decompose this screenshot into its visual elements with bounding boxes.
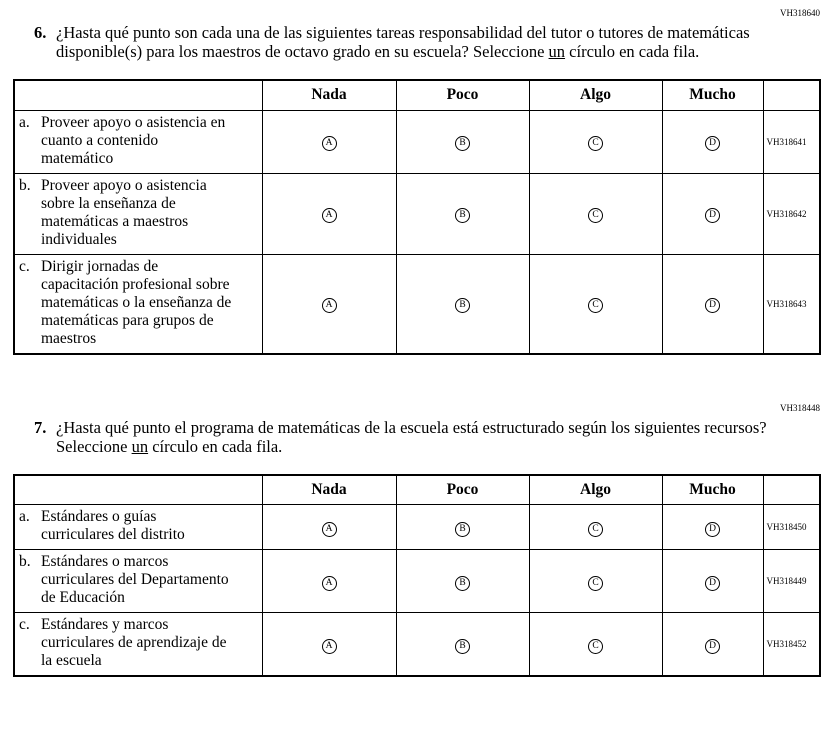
option-cell-nada [262,173,396,254]
option-cell-poco [396,613,529,677]
column-header-algo: Algo [529,475,662,505]
row-code: VH318643 [763,254,820,354]
header-code-empty [763,475,820,505]
option-cell-poco [396,254,529,354]
option-cell-nada [262,613,396,677]
row-label [14,254,262,354]
row-text: Dirigir jornadas de capacitación profesional sobre matemáticas o la enseñanza de matemáticas para grupos de maestros [41,257,232,347]
option-cell-poco [396,173,529,254]
option-circle-d[interactable]: D [705,522,720,537]
table-row-c [14,613,820,677]
question-6-code: VH318640 [780,8,820,18]
header-stub-empty [14,475,262,505]
row-code: VH318642 [763,173,820,254]
row-label [14,110,262,173]
row-label [14,613,262,677]
option-cell-poco [396,550,529,613]
option-circle-d[interactable]: D [705,576,720,591]
option-cell-mucho [662,254,763,354]
option-circle-d[interactable]: D [705,208,720,223]
row-label [14,173,262,254]
option-circle-c[interactable]: C [588,136,603,151]
option-circle-c[interactable]: C [588,576,603,591]
option-circle-b[interactable]: B [455,576,470,591]
option-circle-d[interactable]: D [705,298,720,313]
option-cell-poco [396,505,529,550]
option-cell-algo [529,110,662,173]
table-row-a [14,110,820,173]
option-cell-mucho [662,613,763,677]
option-circle-d[interactable]: D [705,136,720,151]
column-header-poco: Poco [396,80,529,110]
row-text: Proveer apoyo o asistencia en cuanto a contenido matemático [41,113,226,167]
option-circle-c[interactable]: C [588,298,603,313]
question-6-text-after: círculo en cada fila. [565,42,700,61]
row-letter: b. [19,553,31,570]
option-cell-algo [529,613,662,677]
row-letter: a. [19,113,30,131]
question-6 [13,23,820,61]
column-header-mucho: Mucho [662,475,763,505]
header-stub-empty [14,80,262,110]
option-circle-c[interactable]: C [588,208,603,223]
row-letter: c. [19,257,30,275]
question-7-code: VH318448 [780,402,820,413]
row-label [14,505,262,550]
table-header-row [14,475,820,505]
option-cell-algo [529,550,662,613]
table-row-b [14,173,820,254]
table-row-b [14,550,820,613]
question-6-text-underline: un [548,42,566,61]
header-code-empty [763,80,820,110]
question-7-text-after: círculo en cada fila. [148,436,283,456]
question-7-section [13,403,820,678]
row-letter: a. [19,508,30,525]
question-6-text-main: ¿Hasta qué punto son cada una de las siguientes tareas responsabilidad del tutor o tutores de matemáticas disponible(s) para los maestros de octavo grado en su escuela? Seleccione [56,23,750,61]
row-code: VH318452 [763,613,820,677]
option-cell-mucho [662,173,763,254]
row-text: Estándares o marcos curriculares del Departamento de Educación [41,553,229,606]
option-cell-nada [262,550,396,613]
option-circle-b[interactable]: B [455,208,470,223]
question-7-text-main: ¿Hasta qué punto el programa de matemáticas de la escuela está estructurado según los siguientes recursos? Seleccione [56,417,767,456]
row-code: VH318450 [763,505,820,550]
row-label [14,550,262,613]
question-7-text [56,418,768,456]
table-row-c [14,254,820,354]
option-circle-c[interactable]: C [588,639,603,654]
question-6-text [56,23,768,61]
column-header-algo: Algo [529,80,662,110]
option-circle-b[interactable]: B [455,522,470,537]
option-circle-b[interactable]: B [455,298,470,313]
question-7-number: 7. [34,417,47,437]
row-text: Proveer apoyo o asistencia sobre la enseñanza de matemáticas a maestros individuales [41,176,207,248]
option-cell-mucho [662,550,763,613]
option-cell-nada [262,254,396,354]
column-header-poco: Poco [396,475,529,505]
option-cell-algo [529,254,662,354]
row-code: VH318449 [763,550,820,613]
option-cell-nada [262,110,396,173]
option-circle-a[interactable]: A [322,298,337,313]
row-letter: b. [19,176,31,194]
option-cell-algo [529,173,662,254]
option-circle-b[interactable]: B [455,136,470,151]
column-header-nada: Nada [262,80,396,110]
option-circle-d[interactable]: D [705,639,720,654]
option-cell-algo [529,505,662,550]
row-text: Estándares o guías curriculares del distrito [41,508,185,543]
option-circle-a[interactable]: A [322,522,337,537]
option-circle-a[interactable]: A [322,136,337,151]
option-circle-a[interactable]: A [322,208,337,223]
option-cell-mucho [662,110,763,173]
row-code: VH318641 [763,110,820,173]
option-circle-c[interactable]: C [588,522,603,537]
table-header-row [14,80,820,110]
question-6-number: 6. [34,23,47,42]
question-7-table [13,474,821,678]
row-letter: c. [19,616,30,633]
question-7-text-underline: un [131,436,149,456]
option-cell-poco [396,110,529,173]
question-6-table [13,79,821,355]
table-row-a [14,505,820,550]
option-cell-nada [262,505,396,550]
option-cell-mucho [662,505,763,550]
option-circle-b[interactable]: B [455,639,470,654]
option-circle-a[interactable]: A [322,576,337,591]
question-7 [13,418,820,456]
row-text: Estándares y marcos curriculares de aprendizaje de la escuela [41,616,227,669]
column-header-mucho: Mucho [662,80,763,110]
option-circle-a[interactable]: A [322,639,337,654]
column-header-nada: Nada [262,475,396,505]
